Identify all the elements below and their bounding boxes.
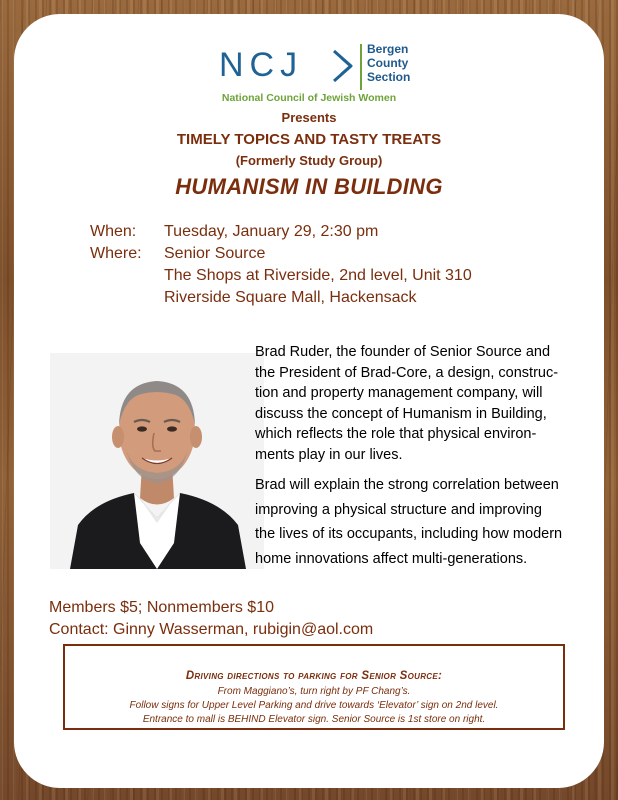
directions-title: Driving directions to parking for Senior Source: (185, 670, 443, 682)
logo-section-name (367, 42, 410, 84)
when-label: When: (90, 223, 137, 240)
speaker-bio (255, 342, 595, 571)
where-line: Senior Source (164, 245, 266, 262)
logo-line-bergen: Bergen (367, 42, 409, 56)
event-title: HUMANISM IN BUILDING (175, 174, 443, 199)
bio-line: home innovations affect multi-generations. (255, 550, 528, 567)
speaker-photo (50, 353, 264, 569)
where-row (90, 243, 472, 265)
ncjw-w-mark-icon (331, 48, 357, 84)
bio-line: Brad will explain the strong correlation between (255, 477, 559, 493)
bio-line: the President of Brad-Core, a design, construc- (255, 364, 559, 381)
bio-line: which reflects the role that physical environ- (255, 426, 537, 442)
speaker-portrait-icon (50, 353, 264, 569)
pricing-text: Members $5; Nonmembers $10 (49, 599, 274, 616)
directions-line: From Maggiano’s, turn right by PF Chang’s. (217, 686, 411, 697)
org-name: National Council of Jewish Women (221, 92, 397, 104)
program-formerly: (Formerly Study Group) (235, 153, 383, 168)
when-row (90, 221, 472, 243)
bio-line: improving a physical structure and improving (255, 501, 542, 518)
bio-line: the lives of its occupants, including how modern (255, 526, 563, 542)
where-line: Riverside Square Mall, Hackensack (164, 289, 417, 306)
contact-text: Contact: Ginny Wasserman, rubigin@aol.com (49, 621, 374, 638)
directions-line: Entrance to mall is BEHIND Elevator sign. Senior Source is 1st store on right. (142, 714, 486, 725)
when-value: Tuesday, January 29, 2:30 pm (164, 223, 379, 240)
presents-text: Presents (281, 110, 337, 125)
bio-paragraph (255, 342, 595, 465)
bio-line: discuss the concept of Humanism in Building, (255, 405, 547, 422)
where-label: Where: (90, 245, 142, 262)
flyer-card (14, 14, 604, 788)
bio-line: Brad Ruder, the founder of Senior Source and (255, 344, 551, 360)
logo-line-county: County (367, 56, 409, 70)
program-title: TIMELY TOPICS AND TASTY TREATS (176, 131, 442, 148)
bio-paragraph (255, 473, 595, 571)
where-line: The Shops at Riverside, 2nd level, Unit 310 (164, 267, 472, 284)
event-details (90, 221, 472, 309)
where-row (90, 287, 472, 309)
logo-divider (360, 44, 362, 90)
directions-line: Follow signs for Upper Level Parking and drive towards ‘Elevator’ sign on 2nd level. (129, 700, 499, 711)
where-row (90, 265, 472, 287)
bio-line: tion and property management company, will (255, 385, 543, 401)
directions-box (63, 644, 565, 730)
bio-line: ments play in our lives. (255, 446, 403, 463)
logo-letters: NCJ (219, 46, 304, 84)
logo-line-section: Section (367, 70, 411, 84)
